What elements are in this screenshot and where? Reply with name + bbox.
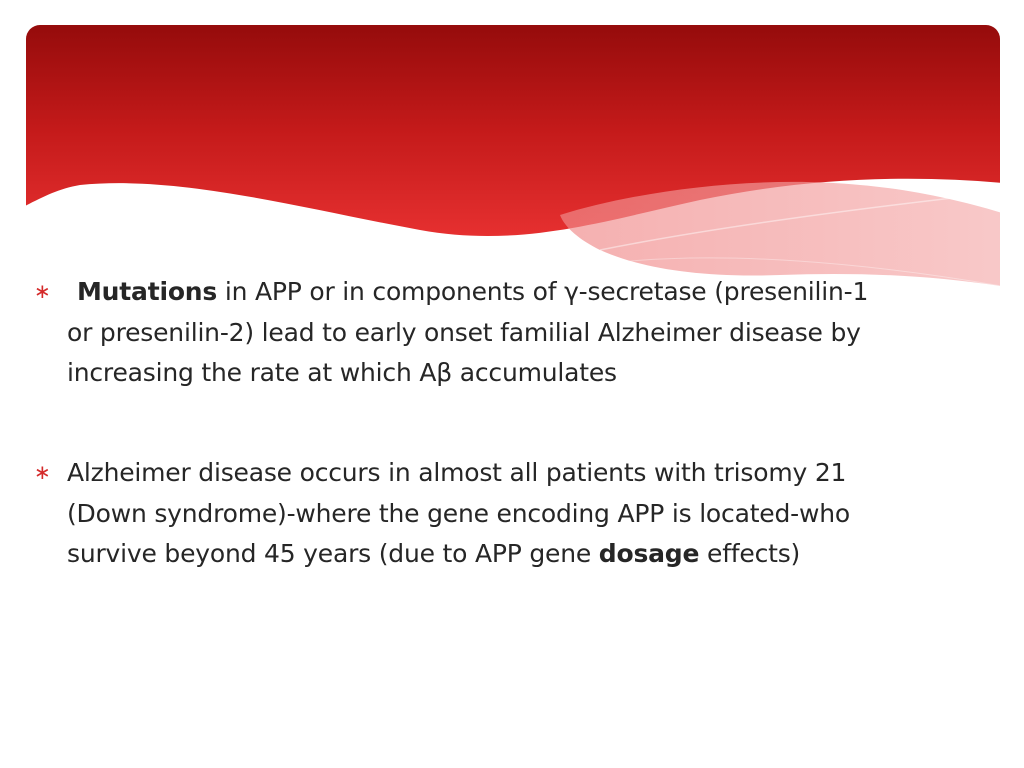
bullet-line (67, 272, 997, 313)
bullet-line (67, 534, 997, 575)
asterisk-bullet-icon: ∗ (34, 460, 51, 484)
line-text: effects) (699, 539, 801, 568)
line-text: survive beyond 45 years (due to APP gene (67, 539, 599, 568)
bold-term: dosage (598, 539, 700, 568)
asterisk-bullet-icon: ∗ (34, 279, 51, 303)
bullet-line: or presenilin-2) lead to early onset familial Alzheimer disease by (67, 317, 861, 347)
decorative-red-wave-banner (0, 0, 1024, 303)
bold-term: Mutations (77, 277, 218, 306)
bullet-line: (Down syndrome)-where the gene encoding APP is located-who (67, 498, 850, 528)
bullet-line: increasing the rate at which Aβ accumulates (67, 358, 617, 387)
bullet-line: Alzheimer disease occurs in almost all patients with trisomy 21 (67, 458, 847, 487)
line-text: in APP or in components of γ-secretase (presenilin-1 (217, 277, 869, 306)
bullet-text (67, 272, 997, 394)
bullet-text (67, 453, 997, 575)
